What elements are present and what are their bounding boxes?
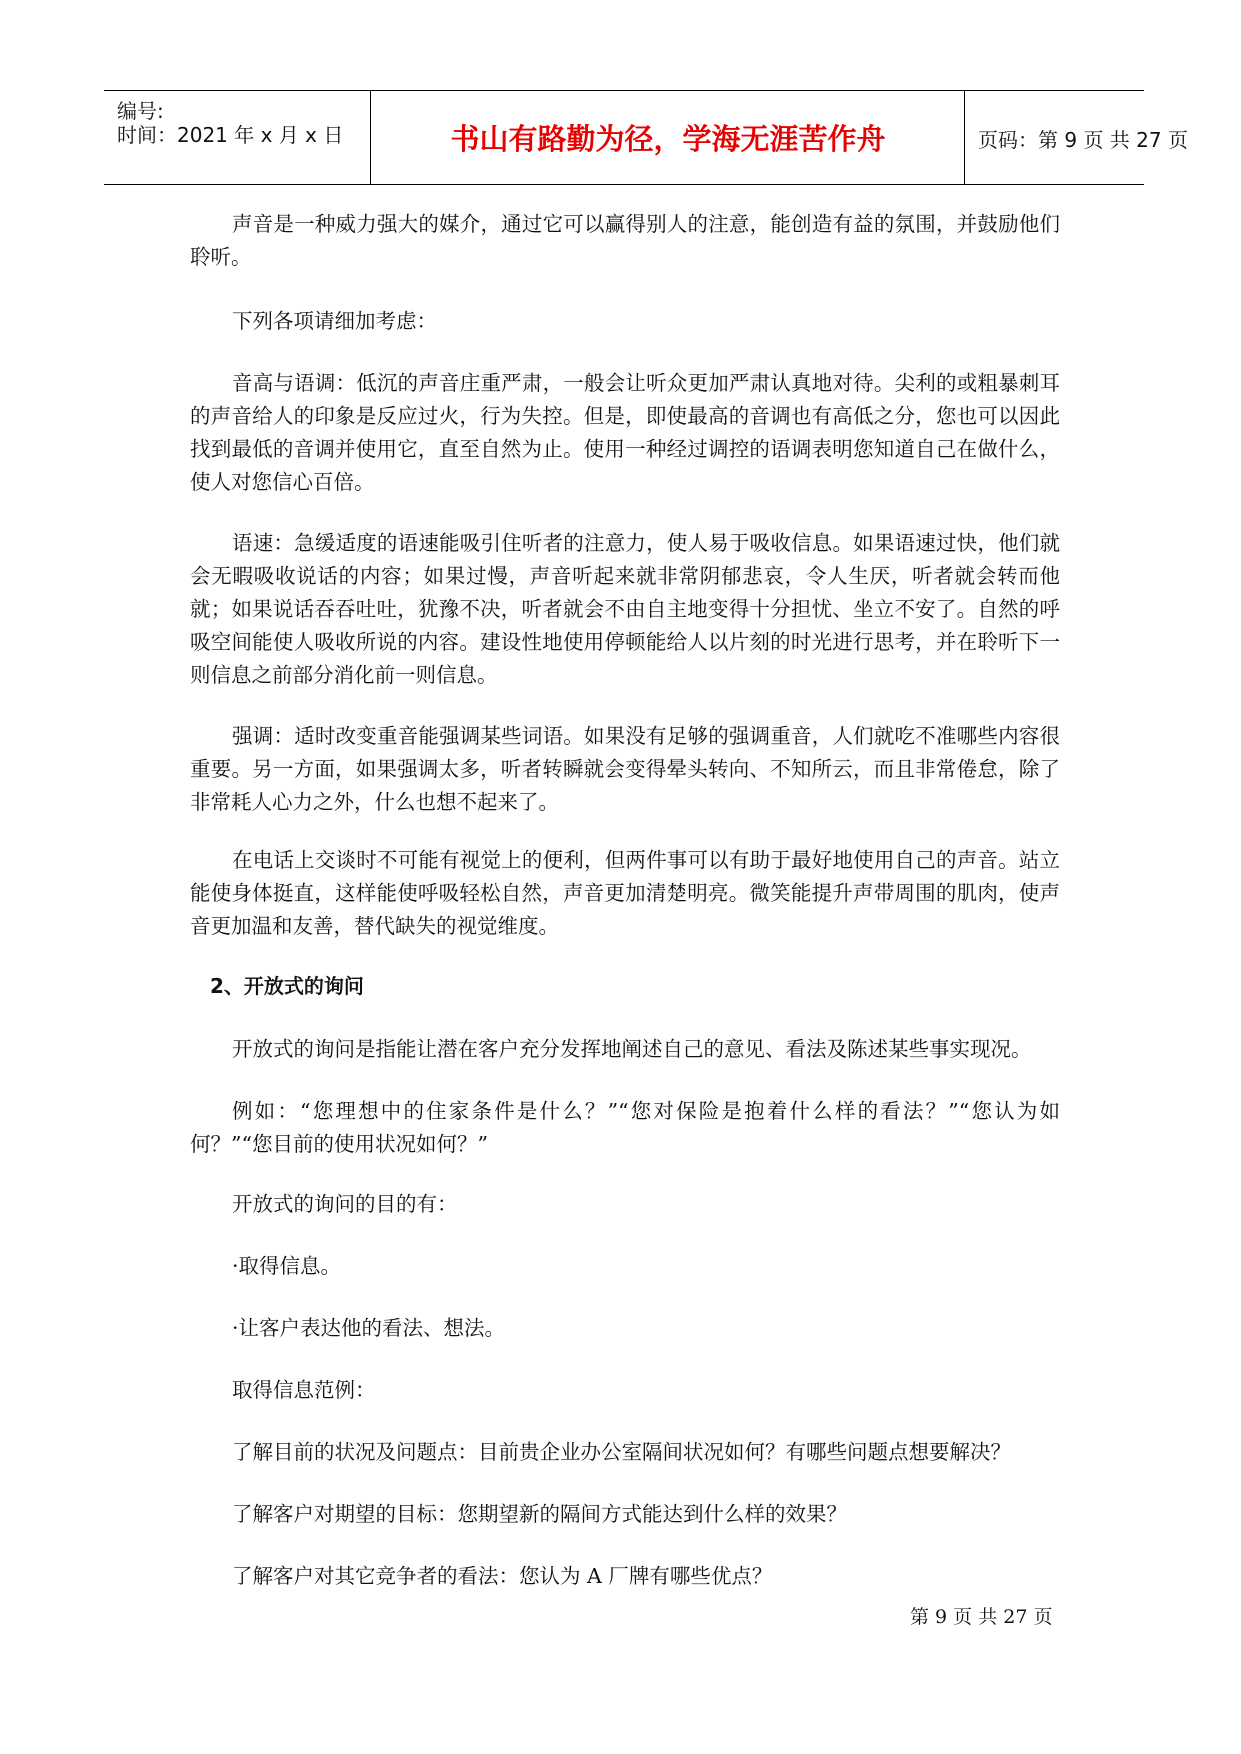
paragraph-emphasis: 强调：适时改变重音能强调某些词语。如果没有足够的强调重音，人们就吃不准哪些内容很重要。另一方面，如果强调太多，听者转瞬就会变得晕头转向、不知所云，而且非常倦怠，除了非常耗人心力之外，什么也想不起来了。 xyxy=(190,724,1060,814)
document-number-label: 编号: xyxy=(117,99,164,123)
paragraph-current-status: 了解目前的状况及问题点：目前贵企业办公室隔间状况如何？有哪些问题点想要解决？ xyxy=(232,1440,1011,1464)
header-page-label: 页码：第 9 页 共 27 页 xyxy=(978,128,1188,152)
bullet-get-info: ·取得信息。 xyxy=(232,1254,342,1278)
paragraph-info-examples: 取得信息范例： xyxy=(232,1378,376,1402)
paragraph-open-question-definition: 开放式的询问是指能让潜在客户充分发挥地阐述自己的意见、看法及陈述某些事实现况。 xyxy=(232,1037,1032,1061)
paragraph-purposes: 开放式的询问的目的有： xyxy=(232,1192,458,1216)
header-page-cell xyxy=(966,91,1188,184)
paragraph-examples: 例如：“您理想中的住家条件是什么？”“您对保险是抱着什么样的看法？”“您认为如何？”“您目前的使用状况如何？” xyxy=(190,1099,1060,1156)
paragraph-telephone: 在电话上交谈时不可能有视觉上的便利，但两件事可以有助于最好地使用自己的声音。站立能使身体挺直，这样能使呼吸轻松自然，声音更加清楚明亮。微笑能提升声带周围的肌肉，使声音更加温和友善，替代缺失的视觉维度。 xyxy=(190,848,1060,938)
paragraph-expected-goal: 了解客户对期望的目标：您期望新的隔间方式能达到什么样的效果？ xyxy=(232,1502,847,1526)
page-footer: 第 9 页 共 27 页 xyxy=(910,1606,1053,1628)
header-motto-cell xyxy=(372,91,965,184)
paragraph-competitors: 了解客户对其它竞争者的看法：您认为 A 厂牌有哪些优点？ xyxy=(232,1564,773,1588)
paragraph-pitch-tone: 音高与语调：低沉的声音庄重严肃，一般会让听众更加严肃认真地对待。尖利的或粗暴刺耳的声音给人的印象是反应过火，行为失控。但是，即使最高的音调也有高低之分，您也可以因此找到最低的音调并使用它，直至自然为止。使用一种经过调控的语调表明您知道自己在做什么，使人对您信心百倍。 xyxy=(190,371,1060,494)
section-heading-open-question: 2、开放式的询问 xyxy=(210,974,364,998)
paragraph-consider: 下列各项请细加考虑： xyxy=(232,309,437,333)
motto-text: 书山有路勤为径，学海无涯苦作舟 xyxy=(450,122,886,156)
page-header-table xyxy=(104,90,1188,185)
bullet-express-views: ·让客户表达他的看法、想法。 xyxy=(232,1316,506,1340)
document-time-label: 时间：2021 年 x 月 x 日 xyxy=(117,123,344,147)
header-info-cell xyxy=(104,91,371,184)
paragraph-speed: 语速：急缓适度的语速能吸引住听者的注意力，使人易于吸收信息。如果语速过快，他们就会无暇吸收说话的内容；如果过慢，声音听起来就非常阴郁悲哀，令人生厌，听者就会转而他就；如果说话吞吞吐吐，犹豫不决，听者就会不由自主地变得十分担忧、坐立不安了。自然的呼吸空间能使人吸收所说的内容。建设性地使用停顿能给人以片刻的时光进行思考，并在聆听下一则信息之前部分消化前一则信息。 xyxy=(190,531,1060,687)
paragraph-voice-media: 声音是一种威力强大的媒介，通过它可以赢得别人的注意，能创造有益的氛围，并鼓励他们聆听。 xyxy=(190,212,1060,269)
